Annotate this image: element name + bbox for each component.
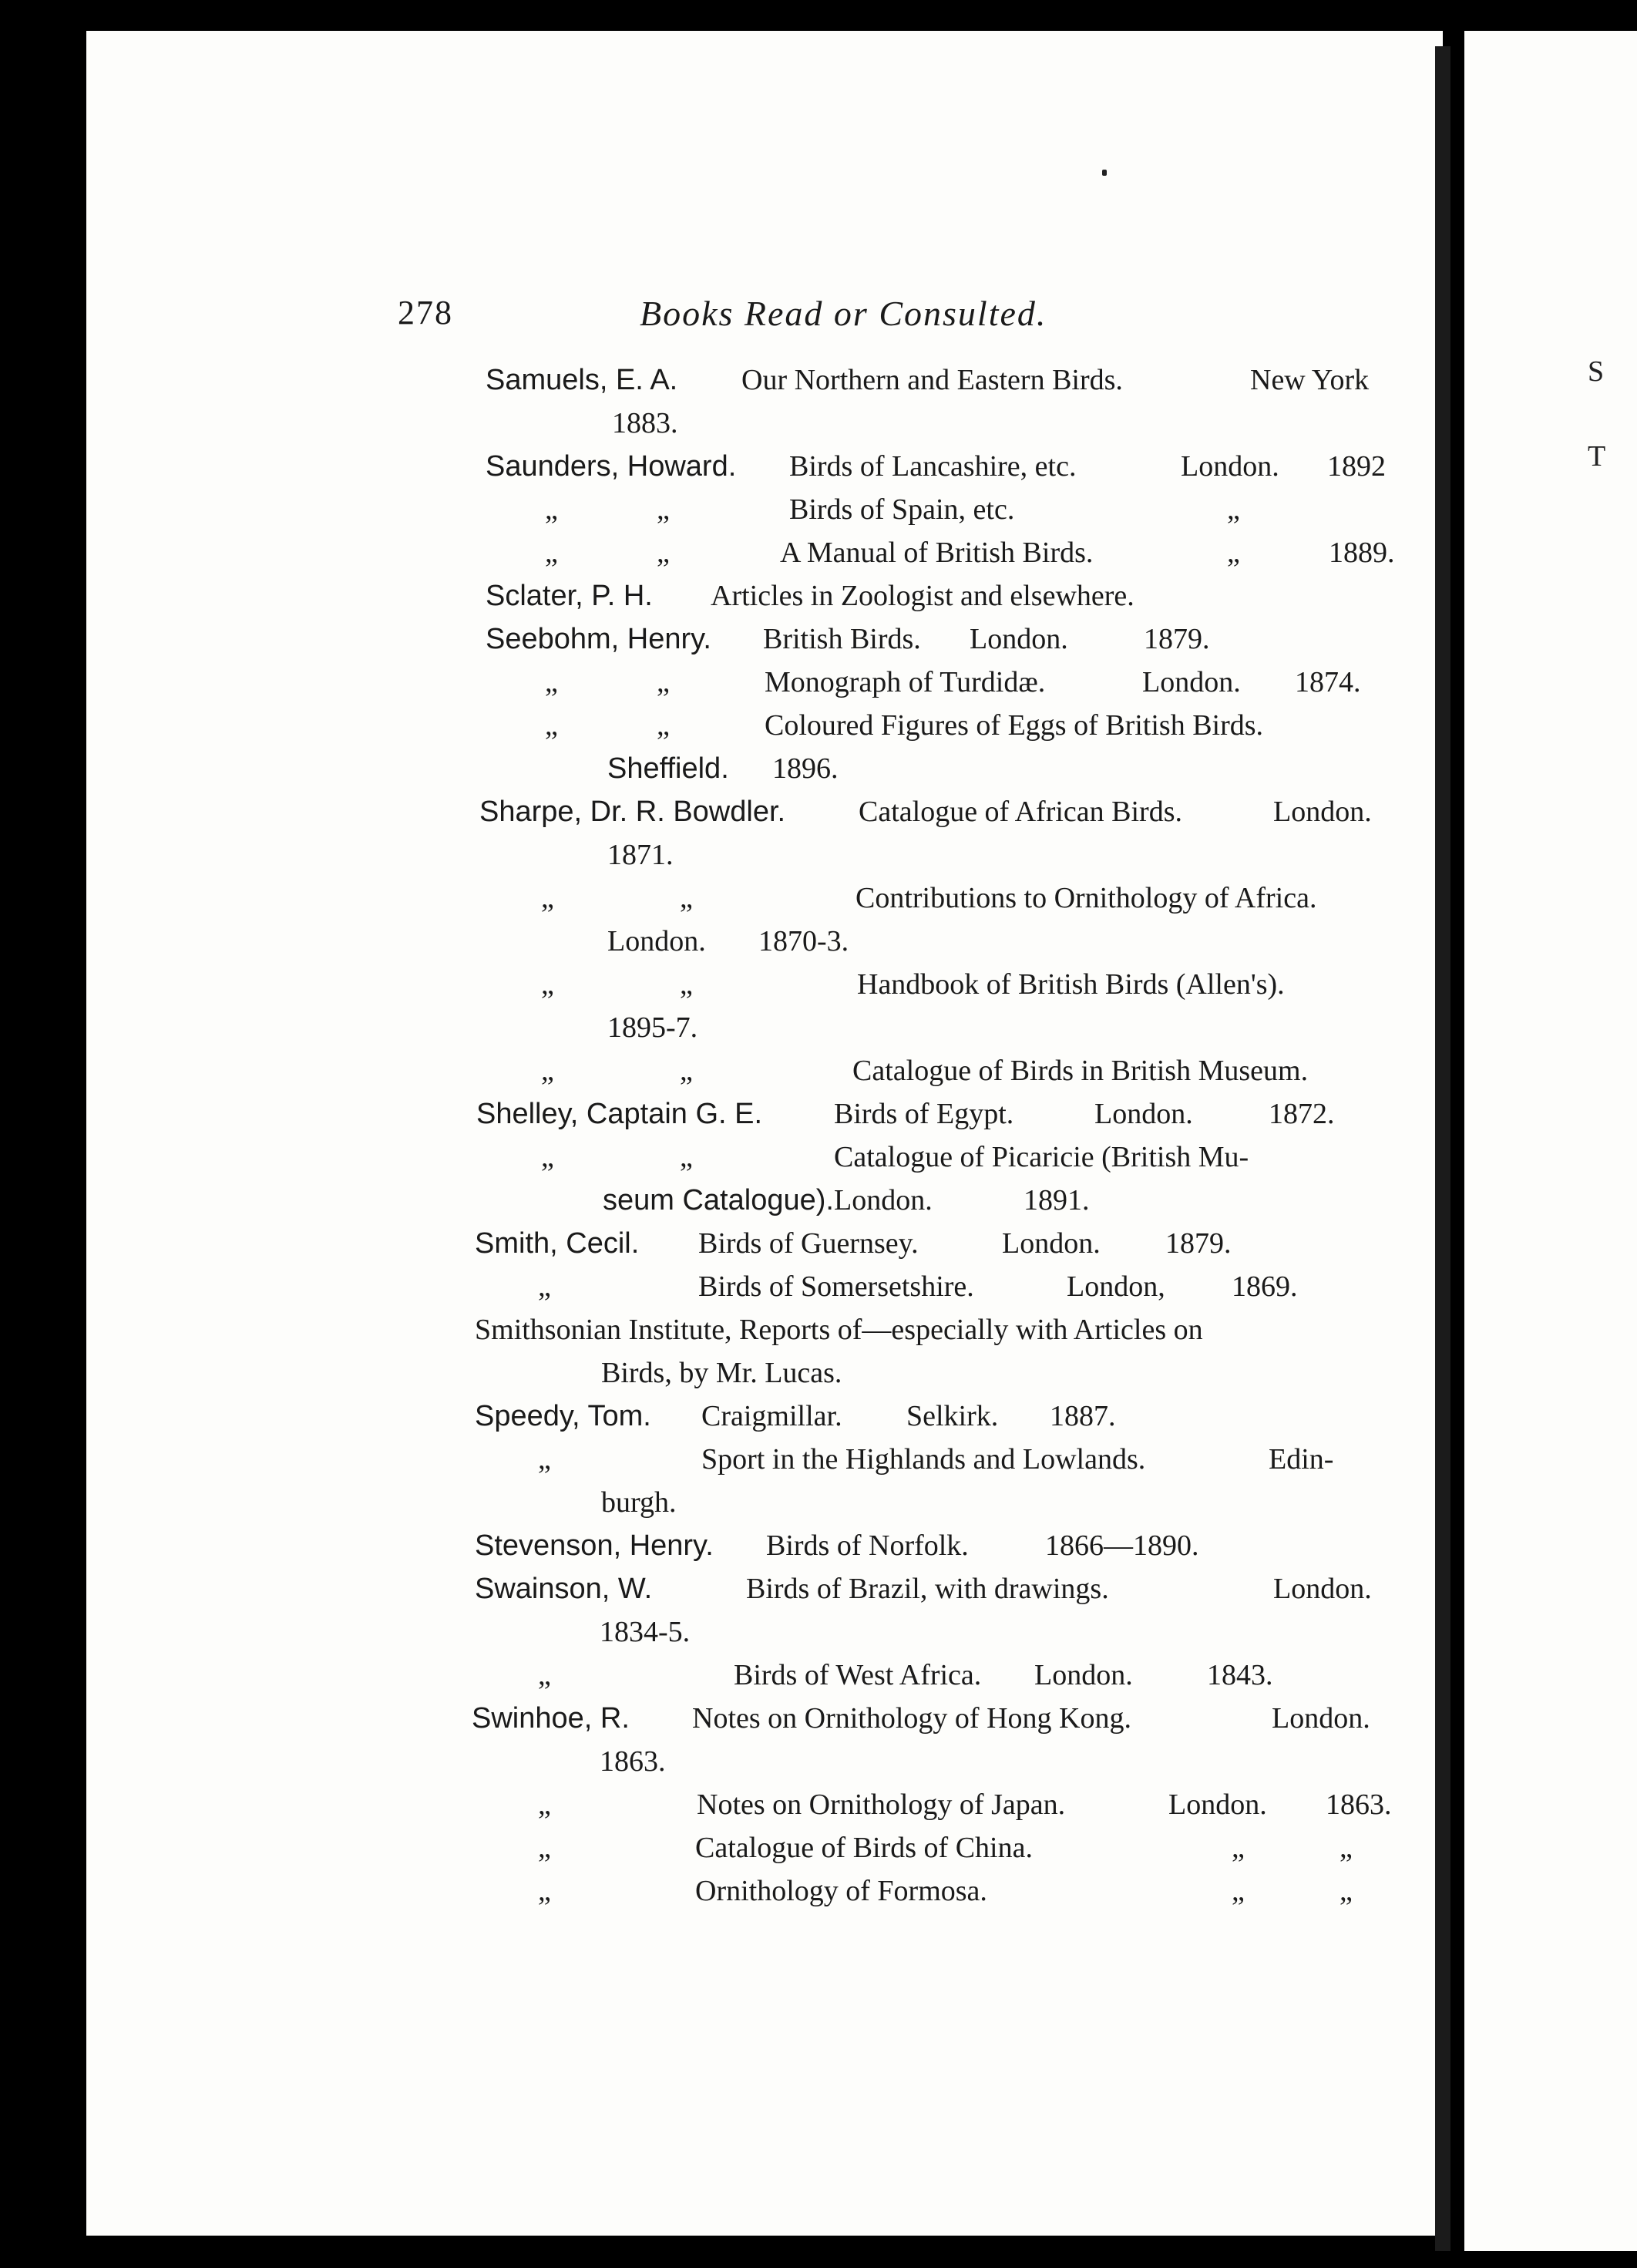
entry-year: 1883.	[612, 407, 678, 439]
entry-title: Birds of Brazil, with drawings.	[746, 1573, 1109, 1605]
ditto-mark: „	[1227, 493, 1240, 526]
facing-page-letter: T	[1588, 440, 1606, 473]
entry-year: 1895-7.	[607, 1011, 698, 1044]
bibliography-entry	[387, 574, 1404, 617]
entry-place: London.	[1142, 666, 1241, 698]
bibliography-entry	[387, 1783, 1404, 1826]
bibliography-entry	[387, 617, 1404, 661]
entry-year: 1872.	[1269, 1098, 1335, 1130]
entry-year: 1870-3.	[758, 925, 849, 957]
bibliography-entry	[387, 1222, 1404, 1265]
entry-place: London.	[1181, 450, 1279, 483]
ditto-mark: „	[545, 493, 558, 526]
ditto-mark: „	[1232, 1875, 1245, 1907]
entry-author: Swainson, W.	[475, 1573, 653, 1605]
ditto-mark: „	[657, 537, 670, 569]
entry-year: 1879.	[1144, 623, 1210, 655]
ditto-mark: „	[538, 1875, 551, 1907]
bibliography-entry	[387, 358, 1404, 445]
bibliography-entry	[387, 531, 1404, 574]
entry-title: Craigmillar.	[701, 1400, 842, 1432]
bibliography-entry	[387, 1092, 1404, 1136]
ink-speck	[1102, 170, 1107, 176]
entry-title: British Birds.	[763, 623, 921, 655]
bibliography-entry	[387, 1697, 1404, 1783]
running-title: Books Read or Consulted.	[640, 294, 1047, 333]
bibliography-entry	[387, 661, 1404, 704]
entry-title: Catalogue of Picaricie (British Mu-	[834, 1141, 1249, 1173]
entry-author: Swinhoe, R.	[472, 1702, 630, 1735]
bibliography-entry	[387, 963, 1404, 1049]
entry-author: Samuels, E. A.	[486, 364, 678, 396]
ditto-mark: „	[545, 709, 558, 742]
bibliography-entry	[387, 1826, 1404, 1869]
ditto-mark: „	[1340, 1832, 1353, 1864]
entry-author: Smithsonian Institute, Reports of—especially with Articles on	[475, 1314, 1203, 1346]
entry-year: 1863.	[1326, 1788, 1392, 1821]
entry-year: 1863.	[600, 1745, 666, 1778]
entry-title: A Manual of British Birds.	[780, 537, 1094, 569]
ditto-mark: „	[1232, 1832, 1245, 1864]
entry-title: Catalogue of Birds in British Museum.	[852, 1055, 1309, 1087]
entry-place: London.	[1094, 1098, 1193, 1130]
entry-place: London.	[1273, 1573, 1372, 1605]
entry-title: Birds of Spain, etc.	[789, 493, 1015, 526]
ditto-mark: „	[680, 882, 693, 914]
entry-title: Birds of West Africa.	[734, 1659, 982, 1691]
bibliography-entry	[387, 488, 1404, 531]
entry-year: 1866—1890.	[1045, 1529, 1199, 1562]
ditto-mark: „	[541, 968, 554, 1001]
bibliography-entry	[387, 1869, 1404, 1913]
ditto-mark: „	[541, 1055, 554, 1087]
bibliography-entry	[387, 1265, 1404, 1308]
entry-title: Birds of Somersetshire.	[698, 1270, 974, 1303]
entry-year: 1887.	[1050, 1400, 1116, 1432]
page-header	[86, 293, 1443, 339]
ditto-mark: „	[657, 666, 670, 698]
entry-place: New York	[1250, 364, 1370, 396]
bibliography-entry	[387, 1654, 1404, 1697]
entry-title-cont: Birds, by Mr. Lucas.	[601, 1357, 842, 1389]
ditto-mark: „	[538, 1832, 551, 1864]
entry-place: London.	[1168, 1788, 1267, 1821]
bibliography-entry	[387, 790, 1404, 877]
entry-place: London.	[1272, 1702, 1370, 1735]
entry-author: Sharpe, Dr. R. Bowdler.	[479, 796, 786, 828]
ditto-mark: „	[680, 1141, 693, 1173]
book-page	[86, 31, 1443, 2236]
entry-title: Notes on Ornithology of Hong Kong.	[692, 1702, 1131, 1735]
page-number: 278	[398, 294, 453, 331]
entry-author: Stevenson, Henry.	[475, 1529, 714, 1562]
entry-place: Edin-	[1269, 1443, 1334, 1476]
bibliography-entry	[387, 1567, 1404, 1654]
ditto-mark: „	[1227, 537, 1240, 569]
facing-page-letter: S	[1588, 355, 1605, 388]
bibliography-entry	[387, 704, 1404, 790]
bibliography-entry	[387, 1395, 1404, 1438]
ditto-mark: „	[1340, 1875, 1353, 1907]
entry-title: Birds of Lancashire, etc.	[789, 450, 1077, 483]
entry-year: 1879.	[1165, 1227, 1232, 1260]
entry-year: 1869.	[1232, 1270, 1298, 1303]
entry-title: Birds of Norfolk.	[766, 1529, 969, 1562]
entry-author: Smith, Cecil.	[475, 1227, 640, 1260]
entry-place: London,	[1067, 1270, 1165, 1303]
entry-place-cont: burgh.	[601, 1486, 677, 1519]
ditto-mark: „	[657, 493, 670, 526]
entry-title: Contributions to Ornithology of Africa.	[855, 882, 1317, 914]
entry-year: 1891.	[1024, 1184, 1090, 1216]
ditto-mark: „	[545, 537, 558, 569]
entry-author: Shelley, Captain G. E.	[476, 1098, 763, 1130]
ditto-mark: „	[545, 666, 558, 698]
bibliography-entry	[387, 1308, 1404, 1395]
bibliography-entry	[387, 1438, 1404, 1524]
ditto-mark: „	[680, 968, 693, 1001]
entry-title: Our Northern and Eastern Birds.	[741, 364, 1123, 396]
entry-author: Speedy, Tom.	[475, 1400, 651, 1432]
entry-title: Handbook of British Birds (Allen's).	[857, 968, 1285, 1001]
entry-place: London.	[1034, 1659, 1133, 1691]
entry-year: 1889.	[1329, 537, 1395, 569]
entry-title: Ornithology of Formosa.	[695, 1875, 987, 1907]
entry-place: Sheffield.	[607, 752, 729, 785]
ditto-mark: „	[538, 1270, 551, 1303]
entry-year: 1871.	[607, 839, 674, 871]
ditto-mark: „	[541, 1141, 554, 1173]
bibliography-entry	[387, 877, 1404, 963]
entry-place: London.	[607, 925, 706, 957]
bibliography-entry	[387, 1049, 1404, 1092]
entry-author: Saunders, Howard.	[486, 450, 737, 483]
entry-title: Catalogue of African Birds.	[859, 796, 1183, 828]
ditto-mark: „	[541, 882, 554, 914]
entry-author: Seebohm, Henry.	[486, 623, 711, 655]
ditto-mark: „	[538, 1443, 551, 1476]
ditto-mark: „	[538, 1788, 551, 1821]
entry-title-cont: seum Catalogue).	[603, 1184, 834, 1216]
entry-place: London.	[1273, 796, 1372, 828]
entry-author: Sclater, P. H.	[486, 580, 653, 612]
entry-year: 1874.	[1295, 666, 1361, 698]
bibliography-entry	[387, 1136, 1404, 1222]
entry-place: London.	[970, 623, 1068, 655]
bibliography-entry	[387, 1524, 1404, 1567]
entry-title: Articles in Zoologist and elsewhere.	[711, 580, 1134, 612]
entry-year: 1843.	[1207, 1659, 1273, 1691]
entry-place: London.	[834, 1184, 933, 1216]
entry-year: 1834-5.	[600, 1616, 691, 1648]
entry-place: Selkirk.	[906, 1400, 999, 1432]
book-gutter	[1435, 46, 1450, 2251]
entry-title: Notes on Ornithology of Japan.	[697, 1788, 1066, 1821]
entry-title: Sport in the Highlands and Lowlands.	[701, 1443, 1146, 1476]
facing-page-edge	[1464, 31, 1637, 2251]
entry-title: Catalogue of Birds of China.	[695, 1832, 1033, 1864]
entry-title: Birds of Egypt.	[834, 1098, 1014, 1130]
bibliography-list	[387, 358, 1404, 1913]
entry-title: Monograph of Turdidæ.	[765, 666, 1046, 698]
ditto-mark: „	[680, 1055, 693, 1087]
ditto-mark: „	[657, 709, 670, 742]
bibliography-entry	[387, 445, 1404, 488]
entry-title: Coloured Figures of Eggs of British Birds.	[765, 709, 1264, 742]
ditto-mark: „	[538, 1659, 551, 1691]
entry-year: 1896.	[772, 752, 839, 785]
entry-place: London.	[1002, 1227, 1101, 1260]
entry-title: Birds of Guernsey.	[698, 1227, 919, 1260]
entry-year: 1892	[1327, 450, 1386, 483]
